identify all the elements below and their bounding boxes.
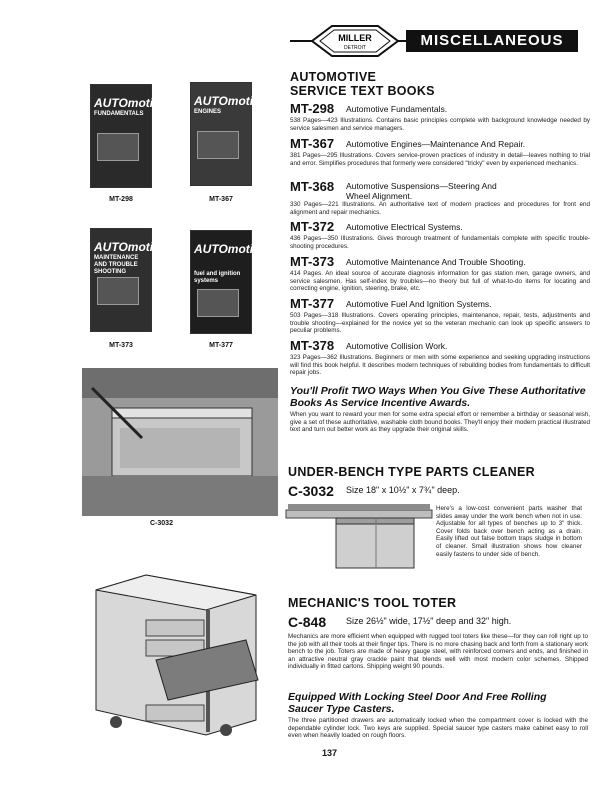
book-caption: MT-373 <box>109 342 133 349</box>
book-caption: MT-377 <box>209 342 233 349</box>
book-code: MT-378 <box>290 338 335 353</box>
toter-heading: MECHANIC'S TOOL TOTER <box>288 596 457 610</box>
book-cover-illustration <box>197 131 239 159</box>
book-text: 503 Pages—318 Illustrations. Covers operating principles, maintenance, repair, tests, adjustments and trouble shooting—explained for the novice yet so the veteran mechanic can look up specific answers to peculiar problems. <box>290 312 590 335</box>
book-cover-subtitle: ENGINES <box>194 109 222 115</box>
page-number: 137 <box>322 748 338 758</box>
cleaner-heading: UNDER-BENCH TYPE PARTS CLEANER <box>288 465 535 479</box>
tool-toter-photo <box>86 570 266 738</box>
book-cover-mt-377 <box>190 230 267 334</box>
book-name: Automotive Suspensions—Steering And Wheel Alignment. <box>346 181 497 201</box>
book-text: 381 Pages—295 Illustrations. Covers service-proven practices of industry in detail—leaves nothing to trial and error. Simplifies procedures that formerly were considered "tricky" even by experienced mechanics. <box>290 152 590 167</box>
toter-subtext: The three partitioned drawers are automatically locked when the compartment cover is locked with the dependable cylinder lock. Two keys are supplied. Special saucer type casters make cabinet easy to roll even when heavily loaded on rough floors. <box>288 717 588 740</box>
incentive-heading: You'll Profit TWO Ways When You Give These Authoritative Books As Service Incentive Awards. <box>290 385 586 409</box>
book-code: MT-298 <box>290 101 335 116</box>
book-cover-mt-298 <box>90 84 167 188</box>
book-text: 323 Pages—362 Illustrations. Beginners or men with some experience and seeking upgrading instructions will find this book helpful. It describes modern techniques of rebuilding bodies from fundamentals to difficult repair jobs. <box>290 354 590 377</box>
book-code: MT-373 <box>290 254 335 269</box>
parts-cleaner-photo <box>82 368 278 516</box>
toter-code: C-848 <box>288 614 327 630</box>
cleaner-bench-illustration <box>286 504 432 584</box>
book-cover-mt-373 <box>90 228 167 332</box>
book-name: Automotive Fuel And Ignition Systems. <box>346 299 492 309</box>
toter-subheading: Equipped With Locking Steel Door And Free Rolling Saucer Type Casters. <box>288 691 547 715</box>
book-cover-title: AUTOmotive <box>194 242 267 256</box>
book-text: 330 Pages—221 Illustrations. An authoritative text of modern practices and procedures for front end alignment and repair mechanics. <box>290 201 590 216</box>
toter-text: Mechanics are more efficient when equipped with rugged tool toters like these—for they can roll right up to the job with all their tools at their finger tips. There is no more chasing back and forth from a stationary work bench to the job. Toters are made of heavy gauge steel, with reinforced corners and ends, and finished in an attractive neutral gray crackle paint that blends well with most modern color schemes. Shipped individually in fitted cartons. Shipping weight 90 pounds. <box>288 633 588 671</box>
book-caption: MT-367 <box>209 196 233 203</box>
book-name: Automotive Fundamentals. <box>346 104 448 114</box>
book-cover-title: AUTOmotive <box>194 94 267 108</box>
books-title-line2: SERVICE TEXT BOOKS <box>290 84 435 98</box>
logo-brand: MILLER <box>338 33 372 43</box>
book-text: 436 Pages—350 Illustrations. Gives thorough treatment of fundamentals complete with specific trouble-shooting procedures. <box>290 235 590 250</box>
miller-logo <box>312 24 398 58</box>
book-cover-subtitle: FUNDAMENTALS <box>94 111 144 117</box>
book-name: Automotive Collision Work. <box>346 341 448 351</box>
book-cover-mt-367 <box>190 82 267 186</box>
book-cover-illustration <box>197 289 239 317</box>
book-name: Automotive Engines—Maintenance And Repair. <box>346 139 526 149</box>
cleaner-size: Size 18" x 10½" x 7¾" deep. <box>346 485 460 495</box>
cleaner-caption: C-3032 <box>150 520 173 527</box>
book-code: MT-368 <box>290 179 335 194</box>
book-cover-subtitle: MAINTENANCE AND TROUBLE SHOOTING <box>94 255 139 275</box>
book-name: Automotive Electrical Systems. <box>346 222 463 232</box>
book-code: MT-367 <box>290 136 335 151</box>
book-cover-illustration <box>97 133 139 161</box>
cleaner-text: Here's a low-cost convenient parts washer that slides away under the work bench when not in use. Adjustable for all types of benches up to 3" thick. Cover folds back over bench acting as a drain. Easily lifted out false bottom traps sludge in bottom of cleaner. Small illustration shows how cleaner easily fastens to under side of bench. <box>436 505 582 558</box>
book-cover-title: AUTOmotive <box>94 240 167 254</box>
toter-size: Size 26½" wide, 17½" deep and 32" high. <box>346 616 512 626</box>
logo-city: DETROIT <box>344 45 366 51</box>
cleaner-code: C-3032 <box>288 483 334 499</box>
book-caption: MT-298 <box>109 196 133 203</box>
book-cover-subtitle: fuel and ignition systems <box>194 271 241 284</box>
book-text: 538 Pages—423 Illustrations. Contains basic principles complete with background knowledge needed by service salesmen and service managers. <box>290 117 590 132</box>
book-text: 414 Pages. An ideal source of accurate diagnosis information for gas station men, garage owners, and service salesmen. Has self-index by troubles—no theory but full of what-to-do items for locating and correcting engine, ignition, steering, brake, etc. <box>290 270 590 293</box>
book-cover-title: AUTOmotive <box>94 96 167 110</box>
book-cover-illustration <box>97 277 139 305</box>
incentive-text: When you want to reward your men for some extra special effort or remember a birthday or seasonal wish, give a set of these authoritative, washable cloth bound books. They'll enjoy their modern practical illustrated text and turn out better work as they upgrade their original skills. <box>290 411 590 434</box>
section-title: MISCELLANEOUS <box>406 30 578 52</box>
book-name: Automotive Maintenance And Trouble Shooting. <box>346 257 526 267</box>
book-code: MT-372 <box>290 219 335 234</box>
book-code: MT-377 <box>290 296 335 311</box>
books-title-line1: AUTOMOTIVE <box>290 70 377 84</box>
